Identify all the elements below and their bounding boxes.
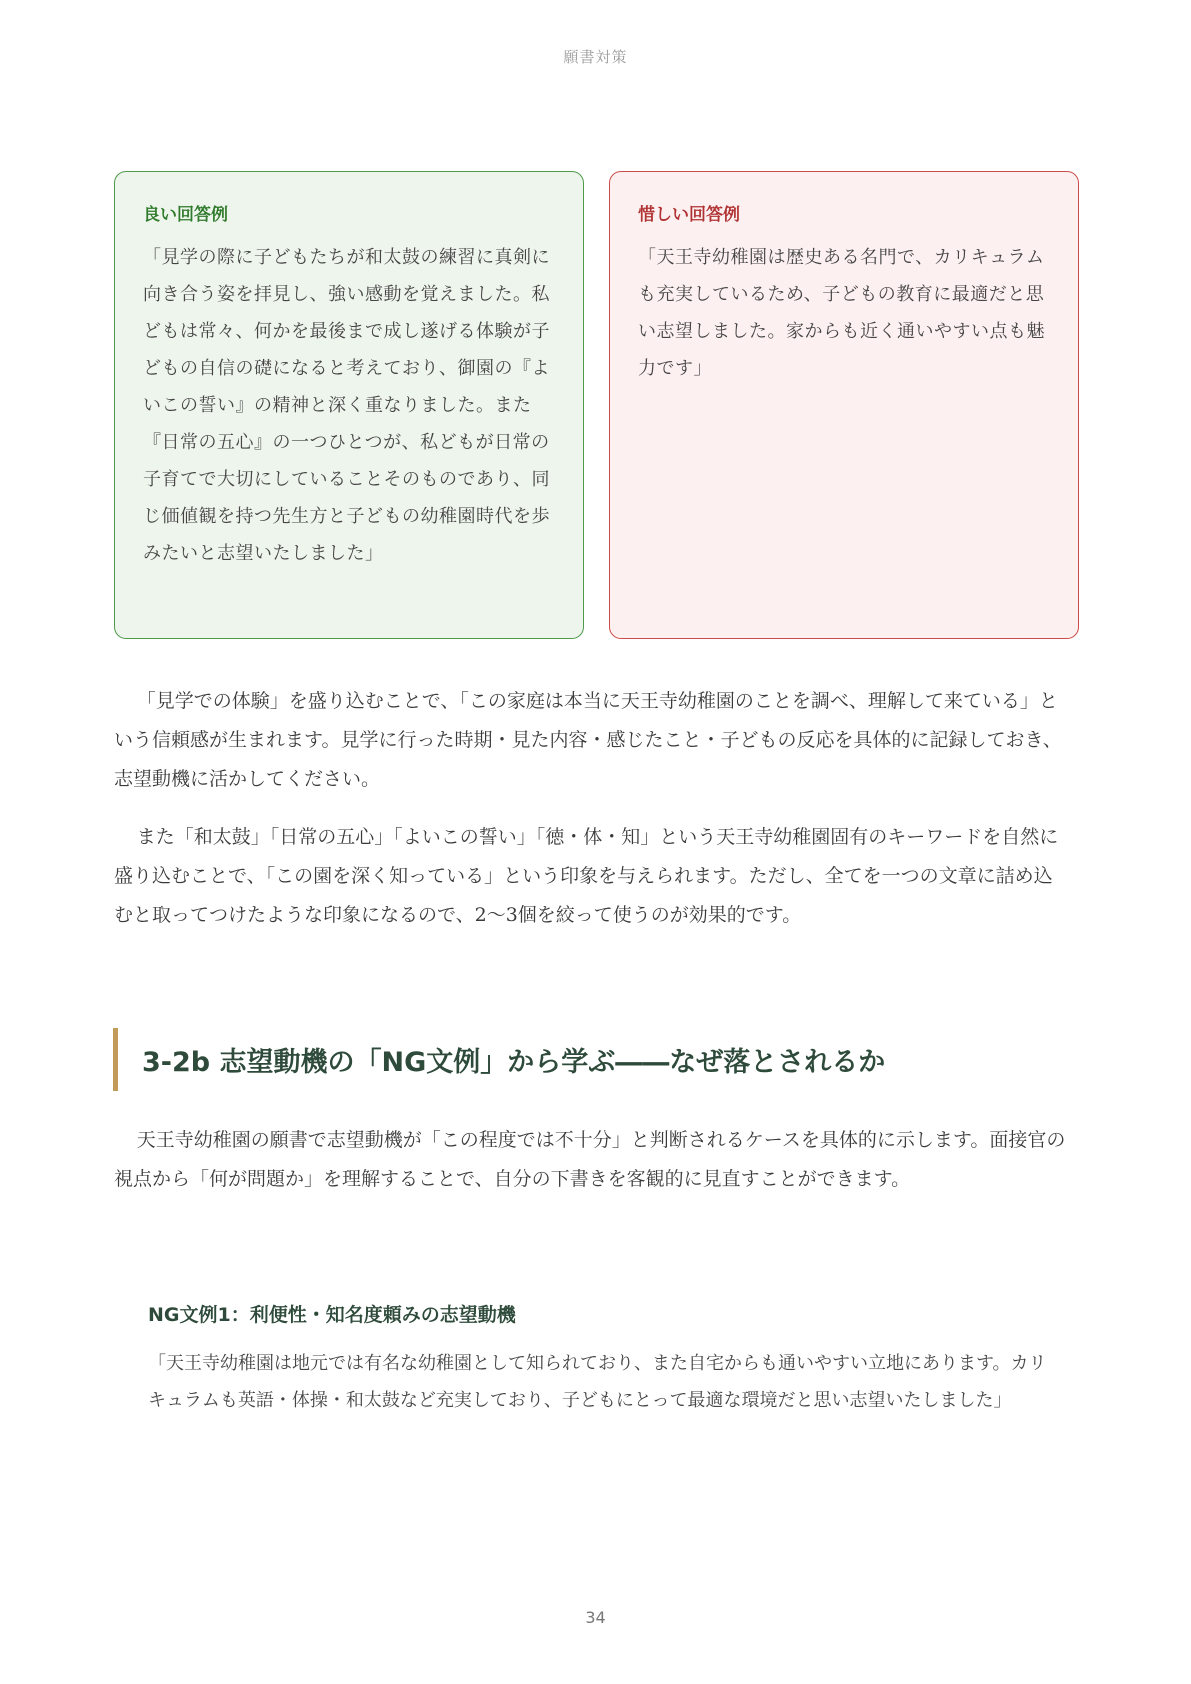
good-example-box: [114, 171, 584, 639]
section-heading-text: 3-2b 志望動機の「NG文例」から学ぶ――なぜ落とされるか: [142, 1047, 886, 1078]
page-number: 34: [585, 1608, 606, 1627]
body-paragraph-1: 「見学での体験」を盛り込むことで、「この家庭は本当に天王寺幼稚園のことを調べ、理解して来ている」という信頼感が生まれます。見学に行った時期・見た内容・感じたこと・子どもの反応を具体的に記録しておき、志望動機に活かしてください。: [114, 690, 1062, 790]
body-paragraph-3: 天王寺幼稚園の願書で志望動機が「この程度では不十分」と判断されるケースを具体的に示します。面接官の視点から「何が問題か」を理解することで、自分の下書きを客観的に見直すことができます。: [114, 1129, 1066, 1190]
section-heading: [113, 1028, 885, 1091]
bad-example-body: 「天王寺幼稚園は歴史ある名門で、カリキュラムも充実しているため、子どもの教育に最適だと思い志望しました。家からも近く通いやすい点も魅力です」: [638, 247, 1045, 379]
bad-example-box: [609, 171, 1079, 639]
good-example-body: 「見学の際に子どもたちが和太鼓の練習に真剣に向き合う姿を拝見し、強い感動を覚えました。私どもは常々、何かを最後まで成し遂げる体験が子どもの自信の礎になると考えており、御園の『よいこの誓い』の精神と深く重なりました。また『日常の五心』の一つひとつが、私どもが日常の子育てで大切にしていることそのものであり、同じ価値観を持つ先生方と子どもの幼稚園時代を歩みたいと志望いたしました」: [143, 247, 550, 564]
ng-example-1-title: NG文例1：利便性・知名度頼みの志望動機: [148, 1304, 516, 1326]
bad-example-title: 惜しい回答例: [638, 205, 740, 225]
ng-example-1-body: 「天王寺幼稚園は地元では有名な幼稚園として知られており、また自宅からも通いやすい立地にあります。カリキュラムも英語・体操・和太鼓など充実しており、子どもにとって最適な環境だと思い志望いたしました」: [148, 1353, 1047, 1411]
good-example-title: 良い回答例: [143, 205, 228, 225]
running-header: 願書対策: [563, 48, 628, 66]
body-paragraph-2: また「和太鼓」「日常の五心」「よいこの誓い」「徳・体・知」という天王寺幼稚園固有のキーワードを自然に盛り込むことで、「この園を深く知っている」という印象を与えられます。ただし、全てを一つの文章に詰め込むと取ってつけたような印象になるので、2〜3個を絞って使うのが効果的です。: [114, 826, 1059, 926]
